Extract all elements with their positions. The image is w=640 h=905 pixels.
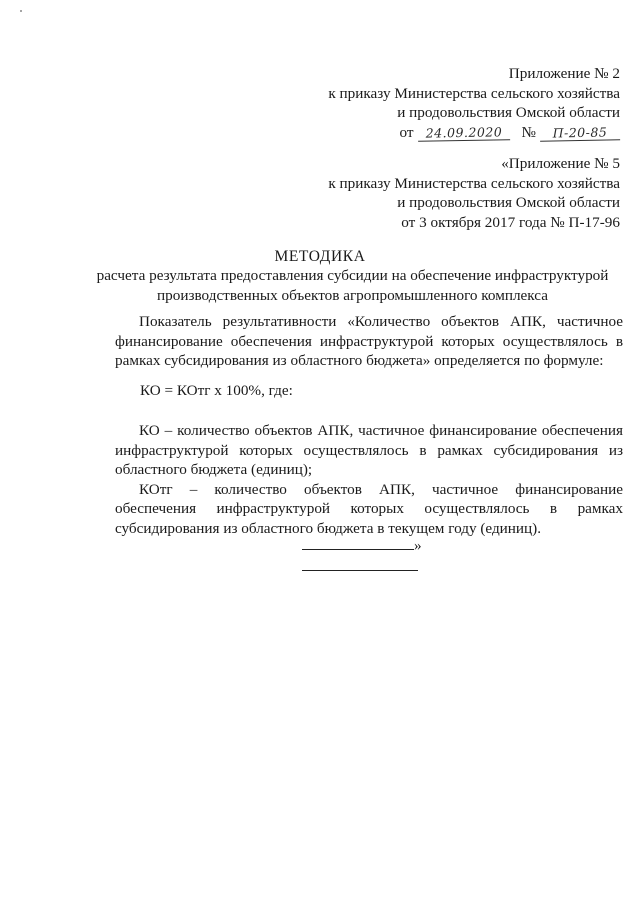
handwritten-date: 24.09.2020: [417, 125, 509, 142]
original-appendix-title: «Приложение № 5: [501, 155, 620, 172]
scan-artifact: [20, 10, 22, 12]
appendix-ministry: и продовольствия Омской области: [397, 104, 620, 122]
original-date-number: от 3 октября 2017 года № П-17-96: [401, 213, 620, 231]
intro-section: [115, 312, 623, 371]
formula: КО = КОтг x 100%, где:: [140, 382, 293, 399]
closing-line: [302, 535, 422, 555]
appendix-order-ref: к приказу Министерства сельского хозяйства: [328, 84, 620, 102]
final-divider: [302, 570, 418, 571]
original-order-ref: к приказу Министерства сельского хозяйства: [328, 174, 620, 192]
appendix-title: Приложение № 2: [508, 65, 620, 82]
appendix-header-original: [328, 154, 620, 232]
closing-quote: »: [414, 537, 422, 554]
date-prefix: от: [399, 123, 414, 141]
definitions-section: [115, 421, 623, 539]
original-ministry: и продовольствия Омской области: [397, 194, 620, 212]
document-title: МЕТОДИКА: [274, 248, 366, 265]
number-prefix: №: [521, 123, 536, 141]
closing-underline: [302, 535, 414, 550]
document-subtitle: расчета результата предоставления субсидии на обеспечение инфраструктурой производственных объектов агропромышленного комплекса: [96, 267, 609, 304]
intro-paragraph: Показатель результативности «Количество объектов АПК, частичное финансирование обеспечения инфраструктурой которых осуществлялось в рамках субсидирования из областного бюджета» определяется по формуле:: [115, 313, 623, 370]
definition-ko: КО – количество объектов АПК, частичное финансирование обеспечения инфраструктурой которых осуществлялось в рамках субсидирования из областного бюджета (единиц);: [115, 422, 623, 479]
appendix-date-number-line: [328, 123, 620, 143]
definition-kotg: КОтг – количество объектов АПК, частичное финансирование обеспечения инфраструктурой которых осуществлялось в рамках субсидирования из областного бюджета в текущем году (единиц).: [115, 480, 623, 537]
appendix-header-current: [328, 64, 620, 142]
handwritten-number: П-20-85: [540, 125, 620, 141]
